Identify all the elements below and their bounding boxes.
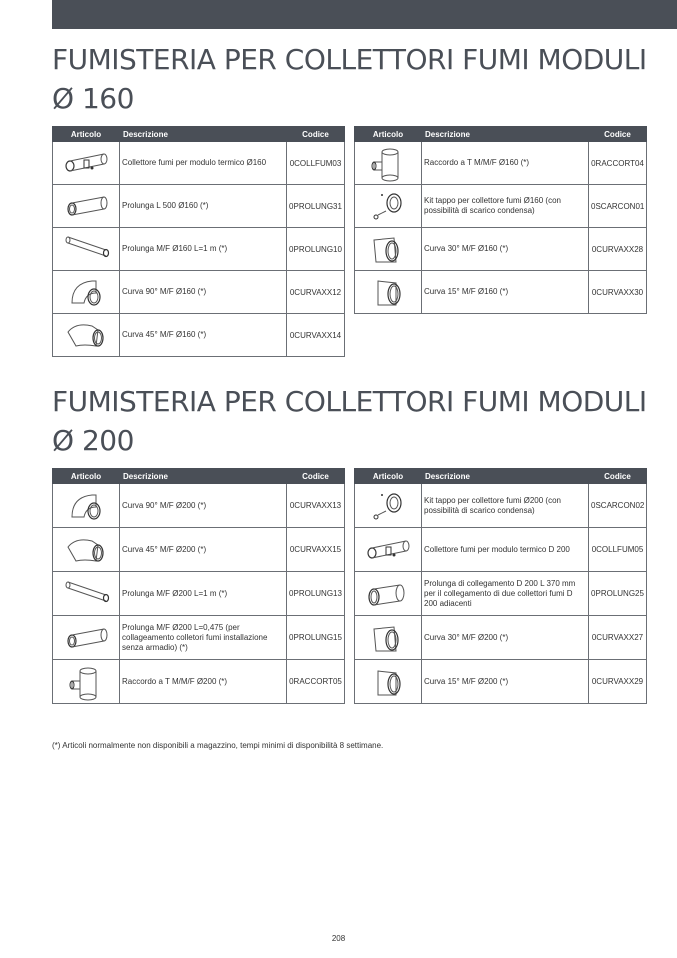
table-row bbox=[355, 271, 647, 314]
product-table-160-left bbox=[52, 126, 345, 357]
section-title-160 bbox=[52, 40, 652, 118]
table-row bbox=[355, 660, 647, 704]
section-title-line2: Ø 200 bbox=[52, 424, 134, 457]
table-row bbox=[355, 616, 647, 660]
code-cell: 0RACCORT05 bbox=[287, 660, 345, 704]
footnote: (*) Articoli normalmente non disponibili a magazzino, tempi minimi di disponibilità 8 settimane. bbox=[52, 741, 384, 750]
table-header-row bbox=[53, 127, 345, 142]
description-cell: Prolunga M/F Ø200 L=1 m (*) bbox=[120, 572, 287, 616]
table-row bbox=[53, 572, 345, 616]
header-articolo: Articolo bbox=[355, 469, 422, 484]
header-bar bbox=[52, 0, 677, 29]
article-image bbox=[53, 228, 120, 271]
table-row bbox=[53, 271, 345, 314]
code-cell: 0PROLUNG13 bbox=[287, 572, 345, 616]
code-cell: 0PROLUNG25 bbox=[589, 572, 647, 616]
code-cell: 0CURVAXX30 bbox=[589, 271, 647, 314]
table-row bbox=[53, 185, 345, 228]
article-image bbox=[355, 484, 422, 528]
description-cell: Raccordo a T M/M/F Ø160 (*) bbox=[422, 142, 589, 185]
code-cell: 0CURVAXX15 bbox=[287, 528, 345, 572]
code-cell: 0CURVAXX29 bbox=[589, 660, 647, 704]
elbow-90-icon bbox=[62, 273, 110, 311]
article-image bbox=[53, 616, 120, 660]
article-image bbox=[53, 185, 120, 228]
coupling-pipe-icon bbox=[364, 575, 412, 613]
table-header-row bbox=[355, 127, 647, 142]
product-table-200-left bbox=[52, 468, 345, 704]
code-cell: 0CURVAXX27 bbox=[589, 616, 647, 660]
code-cell: 0PROLUNG31 bbox=[287, 185, 345, 228]
code-cell: 0PROLUNG10 bbox=[287, 228, 345, 271]
cap-kit-icon bbox=[364, 487, 412, 525]
article-image bbox=[53, 484, 120, 528]
header-descrizione: Descrizione bbox=[422, 469, 589, 484]
description-cell: Collettore fumi per modulo termico Ø160 bbox=[120, 142, 287, 185]
description-cell: Kit tappo per collettore fumi Ø160 (con possibilità di scarico condensa) bbox=[422, 185, 589, 228]
code-cell: 0RACCORT04 bbox=[589, 142, 647, 185]
table-row bbox=[355, 185, 647, 228]
article-image bbox=[53, 660, 120, 704]
description-cell: Curva 30° M/F Ø200 (*) bbox=[422, 616, 589, 660]
code-cell: 0CURVAXX12 bbox=[287, 271, 345, 314]
description-cell: Prolunga di collegamento D 200 L 370 mm per il collegamento di due collettori fumi D 200 adiacenti bbox=[422, 572, 589, 616]
pipe-extension-icon bbox=[62, 619, 110, 657]
table-row bbox=[355, 572, 647, 616]
description-cell: Kit tappo per collettore fumi Ø200 (con possibilità di scarico condensa) bbox=[422, 484, 589, 528]
header-descrizione: Descrizione bbox=[422, 127, 589, 142]
collector-icon bbox=[62, 144, 110, 182]
article-image bbox=[355, 616, 422, 660]
article-image bbox=[53, 528, 120, 572]
description-cell: Curva 45° M/F Ø160 (*) bbox=[120, 314, 287, 357]
header-descrizione: Descrizione bbox=[120, 469, 287, 484]
table-row bbox=[355, 528, 647, 572]
page-number: 208 bbox=[331, 934, 346, 943]
table-row bbox=[53, 484, 345, 528]
code-cell: 0CURVAXX14 bbox=[287, 314, 345, 357]
header-codice: Codice bbox=[287, 127, 345, 142]
description-cell: Curva 90° M/F Ø200 (*) bbox=[120, 484, 287, 528]
article-image bbox=[355, 271, 422, 314]
elbow-15-icon bbox=[364, 663, 412, 701]
article-image bbox=[53, 314, 120, 357]
code-cell: 0CURVAXX13 bbox=[287, 484, 345, 528]
elbow-45-icon bbox=[62, 316, 110, 354]
table-row bbox=[355, 484, 647, 528]
section-title-line2: Ø 160 bbox=[52, 82, 134, 115]
elbow-15-icon bbox=[364, 273, 412, 311]
article-image bbox=[355, 142, 422, 185]
table-row bbox=[53, 142, 345, 185]
code-cell: 0PROLUNG15 bbox=[287, 616, 345, 660]
pipe-extension-icon bbox=[62, 187, 110, 225]
section-title-line1: FUMISTERIA PER COLLETTORI FUMI MODULI bbox=[52, 385, 647, 418]
tee-fitting-icon bbox=[364, 144, 412, 182]
header-articolo: Articolo bbox=[355, 127, 422, 142]
article-image bbox=[53, 271, 120, 314]
table-row bbox=[355, 142, 647, 185]
section-title-200 bbox=[52, 382, 652, 460]
header-descrizione: Descrizione bbox=[120, 127, 287, 142]
header-codice: Codice bbox=[589, 127, 647, 142]
description-cell: Prolunga M/F Ø160 L=1 m (*) bbox=[120, 228, 287, 271]
description-cell: Prolunga L 500 Ø160 (*) bbox=[120, 185, 287, 228]
description-cell: Curva 30° M/F Ø160 (*) bbox=[422, 228, 589, 271]
header-codice: Codice bbox=[287, 469, 345, 484]
long-pipe-icon bbox=[62, 575, 110, 613]
header-articolo: Articolo bbox=[53, 469, 120, 484]
header-codice: Codice bbox=[589, 469, 647, 484]
table-row bbox=[355, 228, 647, 271]
description-cell: Curva 15° M/F Ø160 (*) bbox=[422, 271, 589, 314]
collector-icon bbox=[364, 531, 412, 569]
description-cell: Prolunga M/F Ø200 L=0,475 (per collageamento colletori fumi installazione senza armadio) (*) bbox=[120, 616, 287, 660]
description-cell: Curva 15° M/F Ø200 (*) bbox=[422, 660, 589, 704]
product-table-160-right bbox=[354, 126, 647, 314]
elbow-90-icon bbox=[62, 487, 110, 525]
description-cell: Curva 45° M/F Ø200 (*) bbox=[120, 528, 287, 572]
article-image bbox=[355, 660, 422, 704]
article-image bbox=[53, 142, 120, 185]
table-row bbox=[53, 660, 345, 704]
article-image bbox=[355, 185, 422, 228]
table-row bbox=[53, 314, 345, 357]
long-pipe-icon bbox=[62, 230, 110, 268]
elbow-30-icon bbox=[364, 230, 412, 268]
table-row bbox=[53, 228, 345, 271]
header-articolo: Articolo bbox=[53, 127, 120, 142]
tee-fitting-icon bbox=[62, 663, 110, 701]
elbow-30-icon bbox=[364, 619, 412, 657]
article-image bbox=[53, 572, 120, 616]
description-cell: Raccordo a T M/M/F Ø200 (*) bbox=[120, 660, 287, 704]
table-row bbox=[53, 616, 345, 660]
code-cell: 0SCARCON01 bbox=[589, 185, 647, 228]
elbow-45-icon bbox=[62, 531, 110, 569]
code-cell: 0COLLFUM03 bbox=[287, 142, 345, 185]
description-cell: Collettore fumi per modulo termico D 200 bbox=[422, 528, 589, 572]
table-header-row bbox=[53, 469, 345, 484]
cap-kit-icon bbox=[364, 187, 412, 225]
table-row bbox=[53, 528, 345, 572]
product-table-200-right bbox=[354, 468, 647, 704]
article-image bbox=[355, 572, 422, 616]
section-title-line1: FUMISTERIA PER COLLETTORI FUMI MODULI bbox=[52, 43, 647, 76]
table-header-row bbox=[355, 469, 647, 484]
code-cell: 0CURVAXX28 bbox=[589, 228, 647, 271]
description-cell: Curva 90° M/F Ø160 (*) bbox=[120, 271, 287, 314]
code-cell: 0SCARCON02 bbox=[589, 484, 647, 528]
article-image bbox=[355, 228, 422, 271]
article-image bbox=[355, 528, 422, 572]
code-cell: 0COLLFUM05 bbox=[589, 528, 647, 572]
